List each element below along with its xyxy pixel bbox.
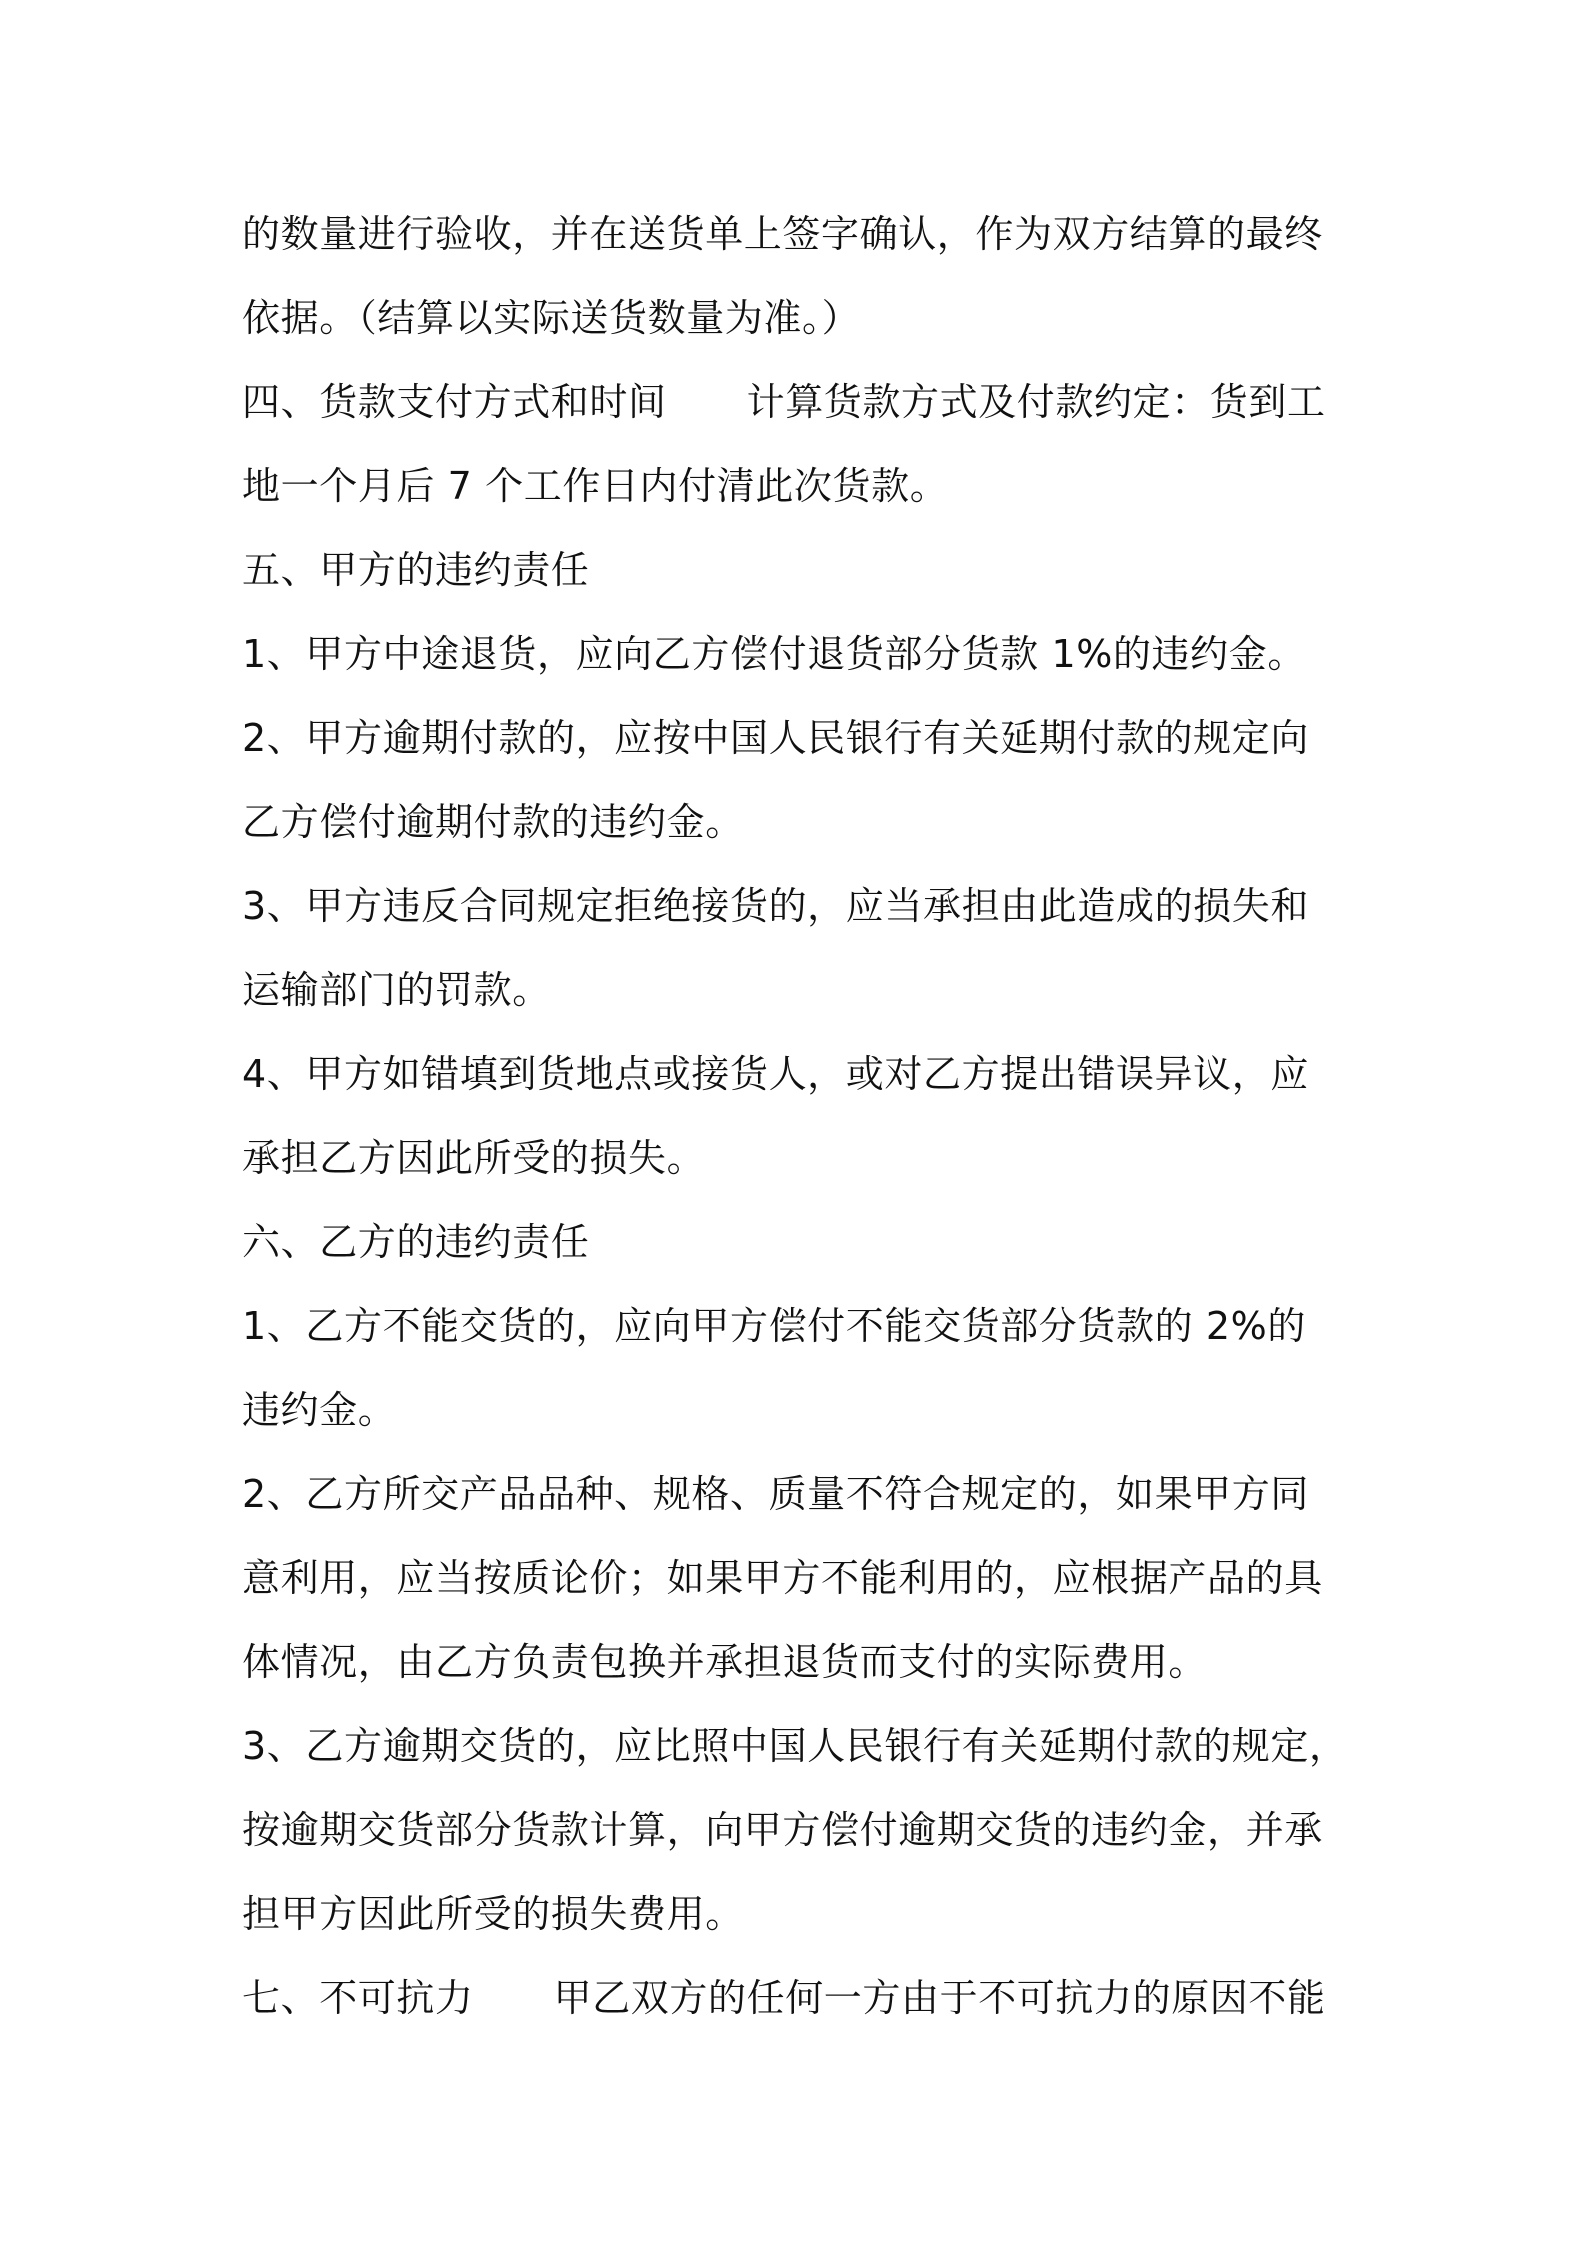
section-heading-party-b: 六、乙方的违约责任 <box>242 1220 590 1264</box>
section-heading-party-a: 五、甲方的违约责任 <box>242 548 590 592</box>
text-line: 运输部门的罚款。 <box>242 968 551 1012</box>
text-line: 地一个月后 7 个工作日内付清此次货款。 <box>242 464 949 508</box>
section-heading-payment <box>242 360 1362 444</box>
text-line: 2、乙方所交产品品种、规格、质量不符合规定的，如果甲方同 <box>242 1472 1309 1516</box>
text-line: 意利用，应当按质论价；如果甲方不能利用的，应根据产品的具 <box>242 1556 1323 1600</box>
text-line: 4、甲方如错填到货地点或接货人，或对乙方提出错误异议，应 <box>242 1052 1309 1096</box>
text-line: 依据。（结算以实际送货数量为准。） <box>242 296 861 340</box>
contract-text <box>242 192 1362 2040</box>
text-line: 3、乙方逾期交货的，应比照中国人民银行有关延期付款的规定， <box>242 1724 1348 1768</box>
section-body: 甲乙双方的任何一方由于不可抗力的原因不能 <box>553 1976 1326 2020</box>
text-line: 乙方偿付逾期付款的违约金。 <box>242 800 744 844</box>
section-body: 计算货款方式及付款约定：货到工 <box>746 380 1326 424</box>
section-heading-force-majeure <box>242 1956 1362 2040</box>
text-line: 2、甲方逾期付款的，应按中国人民银行有关延期付款的规定向 <box>242 716 1309 760</box>
section-title: 七、不可抗力 <box>242 1976 474 2020</box>
text-line: 体情况，由乙方负责包换并承担退货而支付的实际费用。 <box>242 1640 1208 1684</box>
text-line: 按逾期交货部分货款计算，向甲方偿付逾期交货的违约金，并承 <box>242 1808 1323 1852</box>
text-line: 承担乙方因此所受的损失。 <box>242 1136 706 1180</box>
text-line: 1、甲方中途退货，应向乙方偿付退货部分货款 1%的违约金。 <box>242 632 1306 676</box>
section-title: 四、货款支付方式和时间 <box>242 380 667 424</box>
text-line: 3、甲方违反合同规定拒绝接货的，应当承担由此造成的损失和 <box>242 884 1309 928</box>
text-line: 的数量进行验收，并在送货单上签字确认，作为双方结算的最终 <box>242 212 1323 256</box>
text-line: 担甲方因此所受的损失费用。 <box>242 1892 744 1936</box>
text-line: 1、乙方不能交货的，应向甲方偿付不能交货部分货款的 2%的 <box>242 1304 1306 1348</box>
text-line: 违约金。 <box>242 1388 397 1432</box>
